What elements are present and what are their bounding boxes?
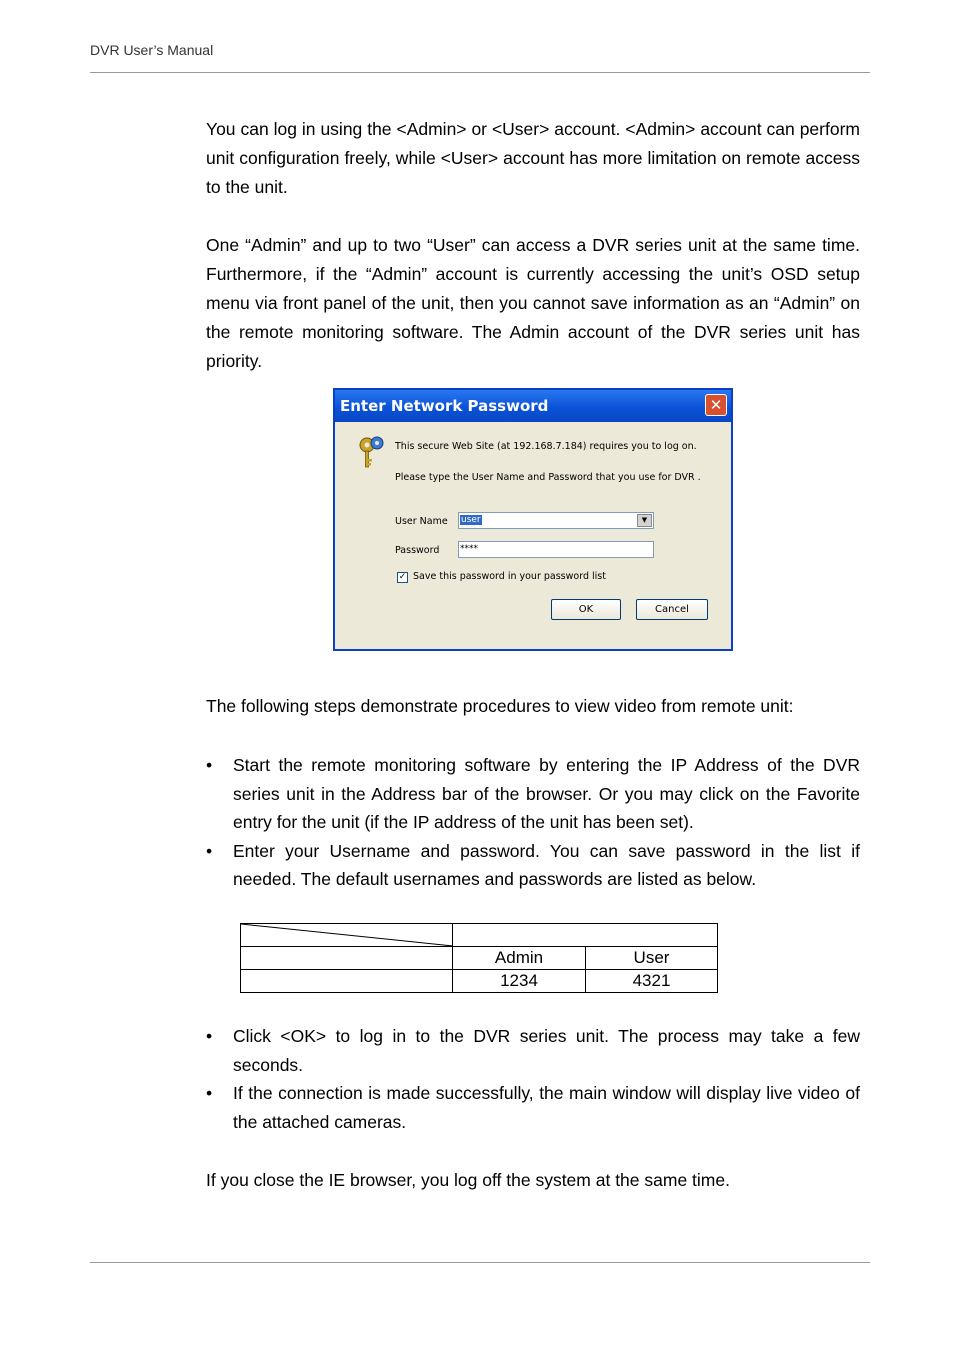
password-user: 4321 [586, 970, 718, 993]
list-item: • Click <OK> to log in to the DVR series unit. The process may take a few seconds. [206, 1022, 860, 1079]
steps-list-2 [206, 1022, 860, 1136]
list-item: • Start the remote monitoring software by entering the IP Address of the DVR series unit in the Address bar of the browser. Or you may click on the Favorite entry for the unit (if the IP address of the unit has been set). [206, 751, 860, 837]
paragraph-admin-priority: One “Admin” and up to two “User” can access a DVR series unit at the same time. Furthermore, if the “Admin” account is currently accessing the unit’s OSD setup menu via front panel of the unit, then you cannot save information as an “Admin” on the remote monitoring software. The Admin account of the DVR series unit has priority. [206, 235, 860, 371]
username-value: user [461, 515, 481, 525]
password-admin: 1234 [453, 970, 586, 993]
dialog-message-line1: This secure Web Site (at 192.168.7.184) requires you to log on. [395, 441, 697, 452]
table-row [241, 924, 718, 947]
diagonal-line [241, 924, 453, 946]
username-combobox[interactable] [458, 512, 654, 529]
bullet-icon: • [206, 1026, 213, 1046]
paragraph-logoff: If you close the IE browser, you log off the system at the same time. [206, 1170, 730, 1190]
list-item: • If the connection is made successfully, the main window will display live video of the attached cameras. [206, 1079, 860, 1136]
paragraph-steps-intro: The following steps demonstrate procedures to view video from remote unit: [206, 696, 794, 716]
header-rule [90, 72, 870, 73]
bullet-icon: • [206, 1083, 213, 1103]
cancel-button[interactable]: Cancel [636, 599, 708, 620]
network-password-dialog [333, 388, 733, 651]
password-input[interactable]: **** [458, 541, 654, 558]
save-password-checkbox[interactable]: ✓ [398, 572, 407, 582]
dropdown-arrow-icon[interactable]: ▼ [637, 514, 652, 527]
steps-list-1 [206, 751, 860, 894]
list-item: • Enter your Username and password. You can save password in the list if needed. The default usernames and passwords are listed as below. [206, 837, 860, 894]
account-admin: Admin [453, 947, 586, 970]
diagonal-header-cell [241, 924, 453, 947]
dialog-title: Enter Network Password [340, 397, 549, 415]
password-label: Password [395, 545, 440, 556]
row-label-cell [241, 970, 453, 993]
save-password-label: Save this password in your password list [413, 571, 606, 582]
bullet-icon: • [206, 840, 213, 861]
paragraph-account-types: You can log in using the <Admin> or <User> account. <Admin> account can perform unit configuration freely, while <User> account has more limitation on remote access to the unit. [206, 119, 860, 197]
account-user: User [586, 947, 718, 970]
close-button[interactable]: ✕ [705, 394, 727, 416]
ok-button[interactable]: OK [551, 599, 621, 620]
table-row [241, 970, 718, 993]
keys-icon [355, 435, 387, 471]
header-cell [453, 924, 718, 947]
dialog-titlebar[interactable] [335, 390, 731, 422]
table-row [241, 947, 718, 970]
row-label-cell [241, 947, 453, 970]
running-header: DVR User’s Manual [90, 42, 214, 58]
dialog-message-line2: Please type the User Name and Password that you use for DVR . [395, 472, 701, 483]
footer-rule [90, 1262, 870, 1263]
username-label: User Name [395, 516, 448, 527]
bullet-icon: • [206, 755, 213, 775]
default-credentials-table [240, 923, 718, 993]
